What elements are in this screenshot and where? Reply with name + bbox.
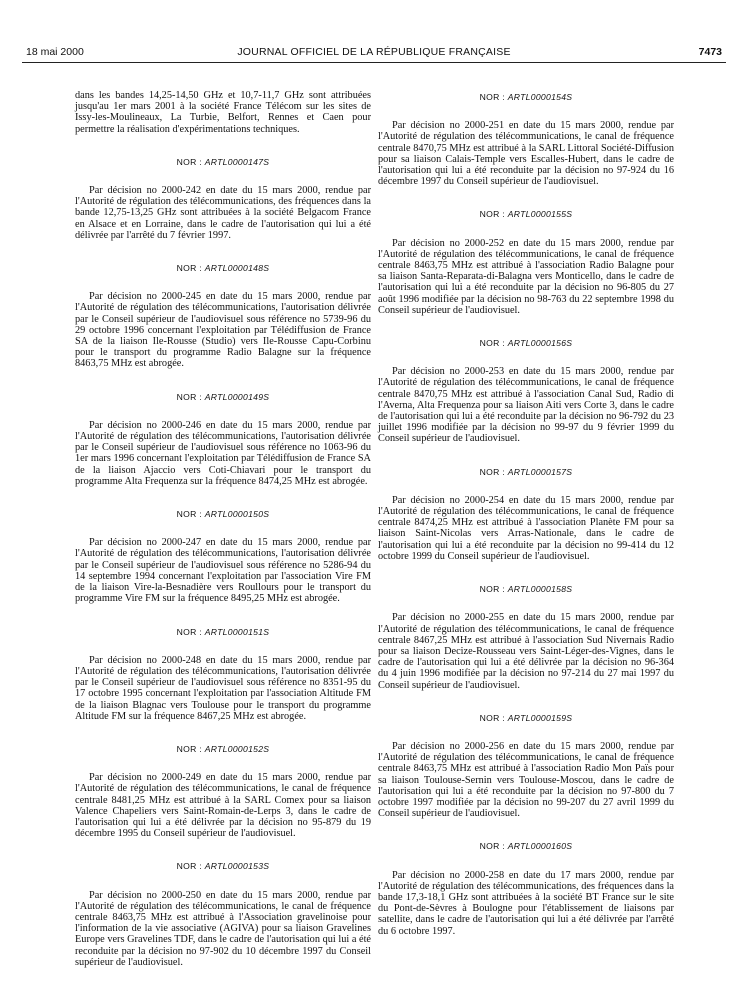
decision-paragraph: dans les bandes 14,25-14,50 GHz et 10,7-11,7 GHz sont attribuées jusqu'au 1er mars 2001 à la société France Télécom sur les sites de Issy-les-Moulineaux, La Turbie, Belfort, Rennes et Caen pour permettre la réalisation d'expérimentations techniques. (75, 90, 371, 135)
decision-paragraph: Par décision no 2000-246 en date du 15 mars 2000, rendue par l'Autorité de régulation des télécommunications, l'autorisation délivrée par le Conseil supérieur de l'audiovisuel sous référence no 1063-96 du 1er mars 1996 concernant l'exploitation par Télédiffusion de France SA de la liaison Ajaccio vers Coti-Chiavari pour le transport du programme Alta Frequenza sur la fréquence 8474,25 MHz est abrogée. (75, 419, 371, 487)
nor-reference (75, 627, 371, 638)
right-column (378, 90, 674, 937)
decision-paragraph: Par décision no 2000-253 en date du 15 mars 2000, rendue par l'Autorité de régulation des télécommunications, le canal de fréquence centrale 8470,75 MHz est attribué à l'association Canal Sud, Radio di l'Averna, Alta Frequenza pour sa liaison Aiti vers Corte 3, dans le cadre de l'autorisation qui lui a été reconduite par la décision no 96-792 du 23 juillet 1996 modifiée par la décision no 99-97 du 9 février 1999 du Conseil supérieur de l'audiovisuel. (378, 366, 674, 445)
nor-reference (75, 263, 371, 274)
nor-reference (75, 744, 371, 755)
nor-code: ARTL0000159S (507, 712, 573, 723)
left-column (75, 90, 371, 968)
nor-code: ARTL0000151S (204, 626, 270, 637)
nor-label: NOR : (479, 466, 506, 477)
nor-code: ARTL0000157S (507, 466, 573, 477)
nor-code: ARTL0000158S (507, 584, 573, 595)
nor-label: NOR : (176, 509, 203, 520)
nor-reference (378, 209, 674, 220)
decision-paragraph: Par décision no 2000-258 en date du 17 mars 2000, rendue par l'Autorité de régulation des télécommunications, des fréquences dans la bande 17,3-18,1 GHz sont attribuées à la société BT France sur le site du Pont-de-Sèvres à Boulogne pour l'établissement de liaisons par satellite, dans le cadre de l'autorisation qui lui a été délivrée par l'arrêté du 6 octobre 1997. (378, 869, 674, 937)
nor-code: ARTL0000154S (507, 92, 573, 102)
nor-code: ARTL0000150S (204, 509, 270, 520)
nor-code: ARTL0000156S (507, 338, 573, 349)
nor-reference (75, 157, 371, 168)
nor-label: NOR : (176, 743, 203, 754)
nor-label: NOR : (176, 626, 203, 637)
nor-code: ARTL0000153S (204, 861, 270, 872)
decision-paragraph: Par décision no 2000-251 en date du 15 mars 2000, rendue par l'Autorité de régulation des télécommunications, le canal de fréquence centrale 8470,75 MHz est attribué à la SARL Littoral Société-Diffusion pour sa liaison Calais-Temple vers Escalles-Hubert, dans le cadre de l'autorisation qui lui a été reconduite par la décision no 97-924 du 16 décembre 1997 du Conseil supérieur de l'audiovisuel. (378, 120, 674, 188)
nor-reference (378, 713, 674, 724)
nor-label: NOR : (176, 156, 203, 167)
decision-paragraph: Par décision no 2000-255 en date du 15 mars 2000, rendue par l'Autorité de régulation des télécommunications, le canal de fréquence centrale 8467,25 MHz est attribué à l'association Sud Nivernais Radio pour sa liaison Decize-Rousseau vers Saint-Léger-des-Vignes, dans le cadre de l'autorisation qui lui a été délivrée par la décision no 96-364 du 4 juin 1996 modifiée par la décision no 97-214 du 27 mai 1997 du Conseil supérieur de l'audiovisuel. (378, 612, 674, 691)
decision-paragraph: Par décision no 2000-249 en date du 15 mars 2000, rendue par l'Autorité de régulation des télécommunications, le canal de fréquence centrale 8481,25 MHz est attribué à la SARL Comex pour sa liaison Valence Chapeliers vers Saint-Romain-de-Lerps 3, dans le cadre de l'autorisation qui lui a été délivrée par la décision no 95-879 du 19 décembre 1995 du Conseil supérieur de l'audiovisuel. (75, 772, 371, 840)
decision-paragraph: Par décision no 2000-245 en date du 15 mars 2000, rendue par l'Autorité de régulation des télécommunications, l'autorisation délivrée par le Conseil supérieur de l'audiovisuel sous référence no 5739-96 du 29 octobre 1996 concernant l'exploitation par Télédiffusion de France SA de la liaison Ile-Rousse (Studio) vers Ile-Rousse Capu-Corbinu pour le transport du programme Radio Balagne sur la fréquence 8463,75 MHz est abrogée. (75, 291, 371, 370)
page-header (22, 40, 726, 63)
nor-reference (378, 92, 674, 103)
nor-reference (75, 392, 371, 403)
nor-reference (378, 338, 674, 349)
decision-paragraph: Par décision no 2000-256 en date du 15 mars 2000, rendue par l'Autorité de régulation des télécommunications, le canal de fréquence centrale 8463,75 MHz est attribué à l'association Radio Mon Païs pour sa liaison Toulouse-Sernin vers Toulouse-Moscou, dans le cadre de l'autorisation qui lui a été reconduite par la décision no 97-800 du 7 octobre 1997 modifiée par la décision no 99-207 du 27 avril 1999 du Conseil supérieur de l'audiovisuel. (378, 740, 674, 820)
nor-code: ARTL0000149S (204, 391, 270, 402)
nor-label: NOR : (176, 861, 203, 872)
decision-paragraph: Par décision no 2000-248 en date du 15 mars 2000, rendue par l'Autorité de régulation des télécommunications, l'autorisation délivrée par le Conseil supérieur de l'audiovisuel sous référence no 8351-95 du 17 octobre 1995 concernant l'exploitation par l'association Altitude FM de la liaison Blagnac vers Toulouse pour le transport du programme Altitude FM sur la fréquence 8467,25 MHz est abrogée. (75, 654, 371, 722)
nor-code: ARTL0000147S (204, 156, 270, 167)
nor-label: NOR : (479, 712, 506, 723)
nor-reference (75, 861, 371, 872)
decision-paragraph: Par décision no 2000-252 en date du 15 mars 2000, rendue par l'Autorité de régulation des télécommunications, le canal de fréquence centrale 8463,75 MHz est attribué à l'association Radio Balagne pour sa liaison Santa-Reparata-di-Balagna vers Monticello, dans le cadre de l'autorisation qui lui a été reconduite par la décision no 96-805 du 27 août 1996 modifiée par la décision no 98-763 du 22 septembre 1998 du Conseil supérieur de l'audiovisuel. (378, 237, 674, 316)
nor-reference (378, 584, 674, 595)
decision-paragraph: Par décision no 2000-242 en date du 15 mars 2000, rendue par l'Autorité de régulation des télécommunications, des fréquences dans la bande 12,75-13,25 GHz sont attribuées à la société Belgacom France en Alsace et en Lorraine, dans le cadre de l'autorisation qui lui a été délivrée par l'arrêté du 7 février 1997. (75, 185, 371, 241)
nor-label: NOR : (176, 391, 203, 402)
nor-label: NOR : (479, 584, 506, 595)
nor-reference (378, 467, 674, 478)
nor-code: ARTL0000155S (507, 209, 573, 220)
decision-paragraph: Par décision no 2000-254 en date du 15 mars 2000, rendue par l'Autorité de régulation des télécommunications, le canal de fréquence centrale 8474,25 MHz est attribué à l'association Planète FM pour sa liaison Saint-Nicolas vers Arras-Nationale, dans le cadre de l'autorisation qui lui a été reconduite par la décision no 99-414 du 12 octobre 1999 du Conseil supérieur de l'audiovisuel. (378, 494, 674, 562)
nor-label: NOR : (479, 841, 506, 852)
nor-label: NOR : (479, 92, 506, 102)
page-number: 7473 (698, 46, 722, 58)
nor-reference (75, 509, 371, 520)
nor-label: NOR : (479, 209, 506, 220)
decision-paragraph: Par décision no 2000-250 en date du 15 mars 2000, rendue par l'Autorité de régulation des télécommunications, le canal de fréquence centrale 8463,75 MHz est attribué à l'Association gravelinoise pour l'information de la vie associative (AGIVA) pour sa liaison Gravelines Europe vers Gravelines TDF, dans le cadre de l'autorisation qui lui a été reconduite par la décision no 97-902 du 10 décembre 1997 du Conseil supérieur de l'audiovisuel. (75, 889, 371, 968)
nor-label: NOR : (479, 338, 506, 349)
nor-reference (378, 841, 674, 852)
decision-paragraph: Par décision no 2000-247 en date du 15 mars 2000, rendue par l'Autorité de régulation des télécommunications, l'autorisation délivrée par le Conseil supérieur de l'audiovisuel sous référence no 5286-94 du 14 septembre 1994 concernant l'exploitation par l'association Vire FM de la liaison Vire-la-Besnadière vers Roullours pour le transport du programme Vire FM sur la fréquence 8495,25 MHz est abrogée. (75, 537, 371, 605)
nor-code: ARTL0000148S (204, 263, 270, 274)
nor-code: ARTL0000160S (507, 841, 573, 852)
header-date: 18 mai 2000 (26, 46, 84, 58)
nor-code: ARTL0000152S (204, 743, 270, 754)
journal-title: JOURNAL OFFICIEL DE LA RÉPUBLIQUE FRANÇAISE (237, 46, 511, 58)
nor-label: NOR : (176, 263, 203, 274)
